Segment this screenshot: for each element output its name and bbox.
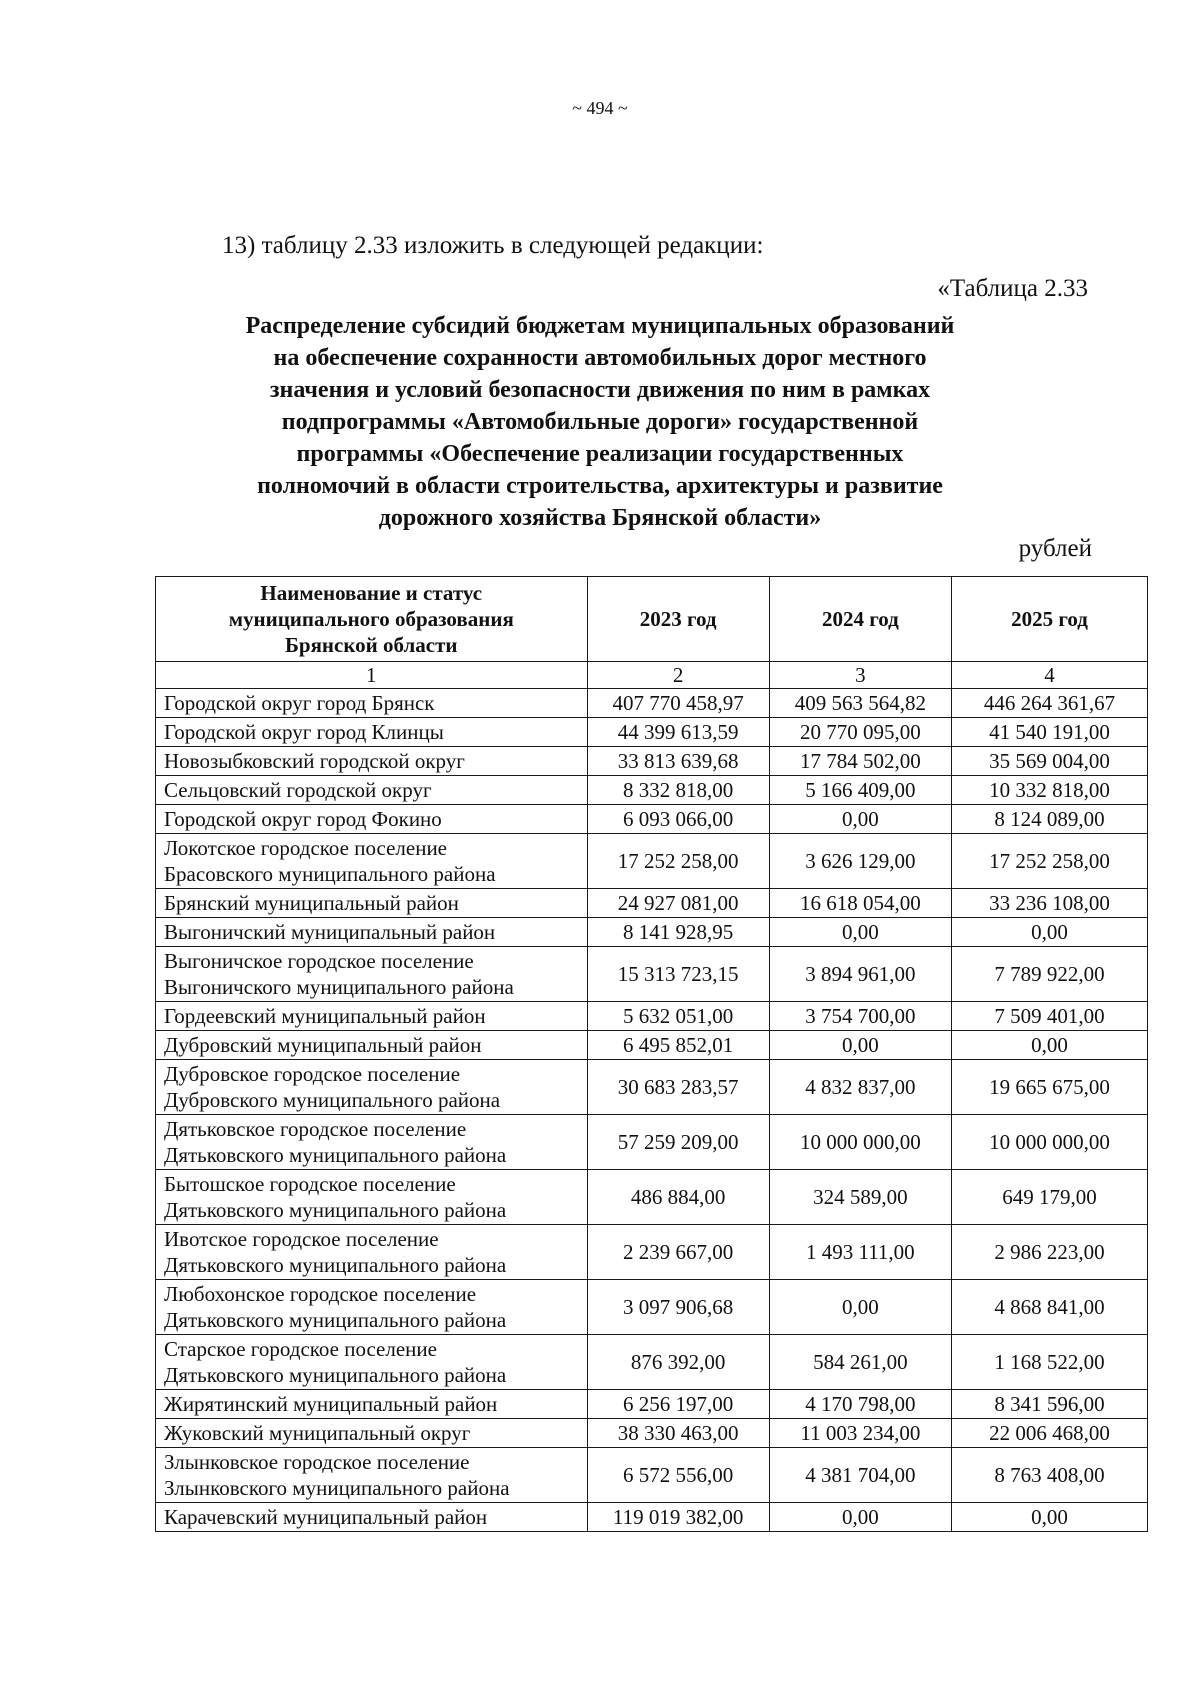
municipality-name-line: Выгоничский муниципальный район (164, 920, 496, 944)
amount-2023: 119 019 382,00 (587, 1503, 769, 1532)
title-line: полномочий в области строительства, архитектуры и развитие (257, 473, 943, 499)
table-row (156, 805, 1148, 834)
amount-2024: 11 003 234,00 (769, 1419, 951, 1448)
table-row (156, 747, 1148, 776)
table-row (156, 1503, 1148, 1532)
municipality-name (156, 1503, 588, 1532)
amount-2024: 409 563 564,82 (769, 689, 951, 718)
amount-2025: 8 124 089,00 (951, 805, 1147, 834)
municipality-name (156, 889, 588, 918)
municipality-name (156, 1225, 588, 1280)
amount-2025: 19 665 675,00 (951, 1060, 1147, 1115)
amount-2024: 0,00 (769, 1031, 951, 1060)
table-row (156, 834, 1148, 889)
municipality-name (156, 1060, 588, 1115)
amount-2024: 16 618 054,00 (769, 889, 951, 918)
municipality-name-line: Локотское городское поселение (164, 836, 448, 860)
amount-2023: 8 332 818,00 (587, 776, 769, 805)
amount-2023: 33 813 639,68 (587, 747, 769, 776)
table-row (156, 1170, 1148, 1225)
amount-2023: 57 259 209,00 (587, 1115, 769, 1170)
amount-2024: 0,00 (769, 1503, 951, 1532)
amount-2025: 0,00 (951, 1031, 1147, 1060)
amount-2023: 8 141 928,95 (587, 918, 769, 947)
amount-2023: 5 632 051,00 (587, 1002, 769, 1031)
amount-2024: 5 166 409,00 (769, 776, 951, 805)
title-line: на обеспечение сохранности автомобильных дорог местного (273, 345, 927, 371)
amount-2024: 3 894 961,00 (769, 947, 951, 1002)
table-row (156, 1390, 1148, 1419)
amount-2025: 0,00 (951, 1503, 1147, 1532)
title-line: программы «Обеспечение реализации государственных (296, 441, 904, 467)
amount-2025: 8 763 408,00 (951, 1448, 1147, 1503)
amount-2025: 2 986 223,00 (951, 1225, 1147, 1280)
amount-2025: 41 540 191,00 (951, 718, 1147, 747)
amount-2024: 0,00 (769, 805, 951, 834)
column-number: 2 (587, 662, 769, 689)
municipality-name (156, 918, 588, 947)
amount-2023: 6 495 852,01 (587, 1031, 769, 1060)
amount-2023: 3 097 906,68 (587, 1280, 769, 1335)
municipality-name-line: Дятьковского муниципального района (164, 1308, 507, 1332)
municipality-name (156, 1002, 588, 1031)
municipality-name (156, 1419, 588, 1448)
municipality-name (156, 1280, 588, 1335)
column-number: 4 (951, 662, 1147, 689)
amount-2025: 17 252 258,00 (951, 834, 1147, 889)
municipality-name (156, 1115, 588, 1170)
amount-2025: 33 236 108,00 (951, 889, 1147, 918)
table-row (156, 889, 1148, 918)
amount-2023: 15 313 723,15 (587, 947, 769, 1002)
header-2025: 2025 год (951, 577, 1147, 662)
amount-2024: 3 626 129,00 (769, 834, 951, 889)
table-row (156, 1031, 1148, 1060)
amount-2025: 10 332 818,00 (951, 776, 1147, 805)
intro-text: 13) таблицу 2.33 изложить в следующей редакции: (222, 232, 764, 259)
amount-2024: 3 754 700,00 (769, 1002, 951, 1031)
title-line: значения и условий безопасности движения по ним в рамках (269, 377, 931, 403)
municipality-name-line: Старское городское поселение (164, 1337, 437, 1361)
municipality-name-line: Брасовского муниципального района (164, 862, 496, 886)
amount-2025: 10 000 000,00 (951, 1115, 1147, 1170)
amount-2024: 4 832 837,00 (769, 1060, 951, 1115)
amount-2023: 17 252 258,00 (587, 834, 769, 889)
column-number: 3 (769, 662, 951, 689)
amount-2024: 20 770 095,00 (769, 718, 951, 747)
amount-2023: 44 399 613,59 (587, 718, 769, 747)
amount-2024: 4 170 798,00 (769, 1390, 951, 1419)
amount-2025: 7 789 922,00 (951, 947, 1147, 1002)
amount-2023: 38 330 463,00 (587, 1419, 769, 1448)
amount-2023: 6 572 556,00 (587, 1448, 769, 1503)
amount-2024: 10 000 000,00 (769, 1115, 951, 1170)
municipality-name-line: Ивотское городское поселение (164, 1227, 439, 1251)
table-row (156, 689, 1148, 718)
title-line: дорожного хозяйства Брянской области» (378, 505, 822, 531)
header-2023: 2023 год (587, 577, 769, 662)
municipality-name-line: Городской округ город Клинцы (164, 720, 444, 744)
amount-2024: 0,00 (769, 1280, 951, 1335)
municipality-name-line: Злынковское городское поселение (164, 1450, 470, 1474)
amount-2023: 6 093 066,00 (587, 805, 769, 834)
amount-2024: 584 261,00 (769, 1335, 951, 1390)
amount-2024: 1 493 111,00 (769, 1225, 951, 1280)
amount-2025: 649 179,00 (951, 1170, 1147, 1225)
municipality-name-line: Бытошское городское поселение (164, 1172, 456, 1196)
units-label: рублей (1018, 535, 1092, 562)
municipality-name-line: Дятьковского муниципального района (164, 1363, 507, 1387)
municipality-name (156, 1390, 588, 1419)
municipality-name-line: Дятьковского муниципального района (164, 1143, 507, 1167)
municipality-name (156, 689, 588, 718)
municipality-name (156, 1170, 588, 1225)
municipality-name-line: Городской округ город Фокино (164, 807, 442, 831)
municipality-name (156, 1335, 588, 1390)
subsidies-table (155, 576, 1148, 1532)
header-municipality: Наименование и статус муниципального образования Брянской области (156, 577, 588, 662)
document-title (180, 310, 1020, 534)
amount-2025: 446 264 361,67 (951, 689, 1147, 718)
table-row (156, 1419, 1148, 1448)
municipality-name (156, 805, 588, 834)
amount-2023: 6 256 197,00 (587, 1390, 769, 1419)
municipality-name-line: Дубровский муниципальный район (164, 1033, 482, 1057)
table-row (156, 918, 1148, 947)
table-row (156, 776, 1148, 805)
table-row (156, 947, 1148, 1002)
table-row (156, 718, 1148, 747)
amount-2025: 4 868 841,00 (951, 1280, 1147, 1335)
municipality-name-line: Выгоничского муниципального района (164, 975, 514, 999)
municipality-name (156, 776, 588, 805)
municipality-name-line: Злынковского муниципального района (164, 1476, 510, 1500)
municipality-name-line: Дятьковского муниципального района (164, 1253, 507, 1277)
table-row (156, 1280, 1148, 1335)
amount-2023: 876 392,00 (587, 1335, 769, 1390)
municipality-name-line: Жуковский муниципальный округ (164, 1421, 471, 1445)
amount-2025: 7 509 401,00 (951, 1002, 1147, 1031)
table-label: «Таблица 2.33 (937, 275, 1088, 302)
municipality-name (156, 718, 588, 747)
municipality-name-line: Дубровского муниципального района (164, 1088, 501, 1112)
municipality-name-line: Дятьковского муниципального района (164, 1198, 507, 1222)
table-row (156, 1115, 1148, 1170)
amount-2025: 35 569 004,00 (951, 747, 1147, 776)
amount-2023: 2 239 667,00 (587, 1225, 769, 1280)
table-row (156, 1448, 1148, 1503)
table-row (156, 1060, 1148, 1115)
municipality-name-line: Жирятинский муниципальный район (164, 1392, 498, 1416)
table-header-row (156, 577, 1148, 662)
header-2024: 2024 год (769, 577, 951, 662)
column-number-row (156, 662, 1148, 689)
amount-2023: 407 770 458,97 (587, 689, 769, 718)
amount-2025: 0,00 (951, 918, 1147, 947)
amount-2025: 22 006 468,00 (951, 1419, 1147, 1448)
table-row (156, 1225, 1148, 1280)
municipality-name-line: Дятьковское городское поселение (164, 1117, 467, 1141)
amount-2025: 8 341 596,00 (951, 1390, 1147, 1419)
municipality-name-line: Новозыбковский городской округ (164, 749, 465, 773)
page-number: ~ 494 ~ (572, 98, 628, 118)
municipality-name-line: Городской округ город Брянск (164, 691, 435, 715)
municipality-name-line: Сельцовский городской округ (164, 778, 432, 802)
municipality-name-line: Гордеевский муниципальный район (164, 1004, 486, 1028)
title-line: Распределение субсидий бюджетам муниципальных образований (245, 313, 955, 339)
amount-2025: 1 168 522,00 (951, 1335, 1147, 1390)
title-line: подпрограммы «Автомобильные дороги» государственной (281, 409, 919, 435)
municipality-name (156, 1031, 588, 1060)
column-number: 1 (156, 662, 588, 689)
municipality-name-line: Любохонское городское поселение (164, 1282, 477, 1306)
municipality-name (156, 747, 588, 776)
municipality-name-line: Выгоничское городское поселение (164, 949, 474, 973)
amount-2023: 30 683 283,57 (587, 1060, 769, 1115)
table-row (156, 1002, 1148, 1031)
municipality-name-line: Брянский муниципальный район (164, 891, 459, 915)
amount-2024: 324 589,00 (769, 1170, 951, 1225)
municipality-name (156, 834, 588, 889)
municipality-name-line: Дубровское городское поселение (164, 1062, 461, 1086)
amount-2024: 0,00 (769, 918, 951, 947)
municipality-name (156, 1448, 588, 1503)
table-row (156, 1335, 1148, 1390)
amount-2023: 486 884,00 (587, 1170, 769, 1225)
municipality-name-line: Карачевский муниципальный район (164, 1505, 488, 1529)
amount-2023: 24 927 081,00 (587, 889, 769, 918)
amount-2024: 4 381 704,00 (769, 1448, 951, 1503)
amount-2024: 17 784 502,00 (769, 747, 951, 776)
municipality-name (156, 947, 588, 1002)
